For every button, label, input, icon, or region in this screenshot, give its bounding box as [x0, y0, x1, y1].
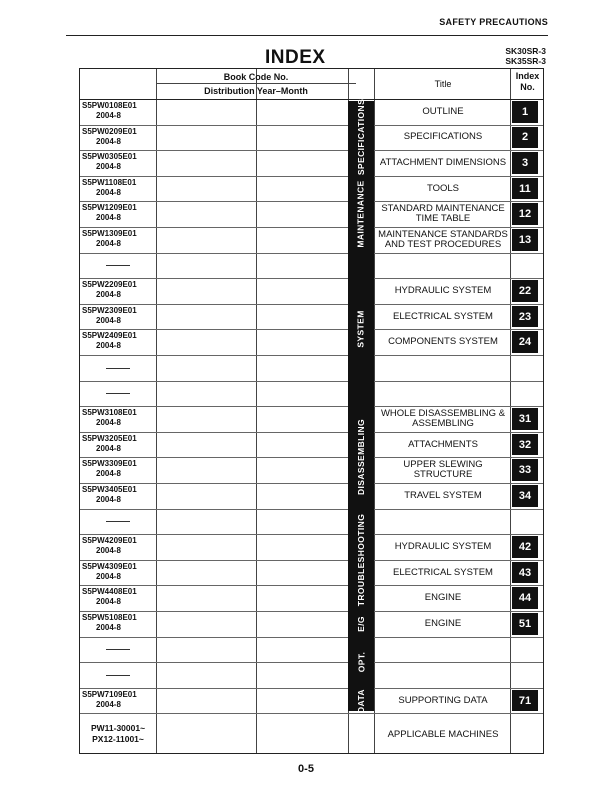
category-label-text: OPT.	[356, 651, 366, 673]
book-code	[82, 408, 156, 428]
book-code-number: S5PW7109E01	[82, 689, 137, 699]
book-code	[82, 562, 156, 582]
index-number: 22	[512, 280, 538, 302]
empty-dash	[106, 368, 130, 369]
page-title: INDEX	[265, 47, 326, 68]
book-code	[82, 178, 156, 198]
index-number: 32	[512, 434, 538, 456]
category-label-text: DISASSEMBLING	[356, 419, 367, 496]
book-code	[82, 331, 156, 351]
book-code	[82, 459, 156, 479]
index-number: 31	[512, 408, 538, 430]
book-code	[82, 229, 156, 249]
index-number: 13	[512, 229, 538, 251]
distribution-date: 2004-8	[96, 290, 121, 300]
index-number: 23	[512, 306, 538, 328]
book-code	[82, 152, 156, 172]
index-number: 12	[512, 203, 538, 225]
book-code-number: S5PW4209E01	[82, 536, 137, 546]
category-label	[348, 253, 374, 407]
category-label	[348, 637, 374, 688]
page-number: 0-5	[298, 763, 314, 775]
empty-dash	[106, 265, 130, 266]
column-divider	[510, 69, 511, 753]
section-title[interactable]: UPPER SLEWING STRUCTURE	[403, 459, 483, 481]
section-title[interactable]: HYDRAULIC SYSTEM	[394, 284, 492, 296]
section-title[interactable]: TOOLS	[426, 182, 460, 194]
distribution-date: 2004-8	[96, 213, 121, 223]
book-code-number: S5PW3205E01	[82, 433, 137, 443]
index-number: 34	[512, 485, 538, 507]
category-label	[348, 99, 374, 176]
index-number: 11	[512, 178, 538, 200]
index-number: 3	[512, 152, 538, 174]
book-code-number: S5PW3108E01	[82, 408, 137, 418]
applicable-machines-title: APPLICABLE MACHINES	[387, 729, 499, 741]
book-code-number: S5PW3405E01	[82, 485, 137, 494]
section-title[interactable]: STANDARD MAINTENANCE TIME TABLE	[381, 203, 505, 225]
category-label-text: DATA	[355, 688, 366, 713]
header-index-line2: No.	[520, 82, 535, 92]
distribution-date: 2004-8	[96, 546, 121, 556]
section-title[interactable]: ELECTRICAL SYSTEM	[393, 310, 493, 322]
section-title[interactable]: WHOLE DISASSEMBLING & ASSEMBLING	[380, 407, 506, 429]
section-title[interactable]: SPECIFICATIONS	[403, 131, 483, 143]
distribution-date: 2004-8	[96, 571, 121, 581]
distribution-date: 2004-8	[96, 187, 121, 197]
column-divider	[256, 69, 257, 753]
book-code	[82, 203, 156, 223]
header-index-line1: Index	[515, 71, 540, 81]
book-code-number: S5PW4408E01	[82, 587, 137, 597]
distribution-date: 2004-8	[96, 136, 121, 146]
distribution-date: 2004-8	[96, 469, 121, 479]
book-code	[82, 587, 156, 607]
header-book-code: Book Code No.	[223, 72, 289, 82]
book-code	[82, 127, 156, 147]
row-divider	[80, 381, 543, 382]
index-number: 71	[512, 690, 538, 712]
empty-dash	[106, 521, 130, 522]
distribution-date: 2004-8	[96, 418, 121, 428]
distribution-date: 2004-8	[96, 341, 121, 351]
book-code-number: S5PW2209E01	[82, 280, 137, 290]
section-title[interactable]: MAINTENANCE STANDARDS AND TEST PROCEDURES	[378, 228, 508, 250]
section-title[interactable]: HYDRAULIC SYSTEM	[394, 540, 492, 552]
empty-dash	[106, 393, 130, 394]
book-code-number: S5PW3309E01	[82, 459, 137, 469]
section-title[interactable]: COMPONENTS SYSTEM	[388, 336, 498, 348]
book-code	[82, 536, 156, 556]
index-number: 2	[512, 127, 538, 149]
section-title[interactable]: ENGINE	[424, 617, 462, 629]
index-number: 51	[512, 613, 538, 635]
book-code-number: S5PW1309E01	[82, 229, 137, 238]
book-code	[82, 690, 156, 710]
section-title[interactable]: ELECTRICAL SYSTEM	[393, 566, 493, 578]
serial-range-1: PW11-30001~	[90, 723, 146, 734]
model-1: SK30SR-3	[505, 46, 546, 56]
index-number: 44	[512, 587, 538, 609]
index-number: 43	[512, 562, 538, 584]
category-label-text: SYSTEM	[356, 310, 367, 349]
section-title[interactable]: OUTLINE	[422, 105, 464, 117]
row-divider	[80, 637, 543, 638]
row-divider	[80, 509, 543, 510]
book-code-number: S5PW5108E01	[82, 613, 137, 622]
index-number: 1	[512, 101, 538, 123]
category-label-text: SPECIFICATIONS	[356, 99, 366, 176]
distribution-date: 2004-8	[96, 623, 121, 632]
header-distribution: Distribution Year–Month	[204, 86, 308, 96]
book-code-number: S5PW0305E01	[82, 152, 137, 162]
column-divider	[156, 69, 157, 753]
index-table	[79, 68, 544, 754]
model-list	[505, 46, 546, 66]
section-title[interactable]: TRAVEL SYSTEM	[404, 489, 482, 501]
section-title[interactable]: ATTACHMENT DIMENSIONS	[379, 156, 507, 168]
book-code	[82, 280, 156, 300]
category-label	[348, 406, 374, 508]
distribution-date: 2004-8	[96, 443, 121, 453]
header-underline	[156, 83, 356, 84]
category-label	[348, 176, 374, 253]
model-2: SK35SR-3	[505, 56, 546, 66]
book-code-number: S5PW1209E01	[82, 203, 137, 213]
book-code	[82, 485, 156, 505]
empty-dash	[106, 649, 130, 650]
section-header: SAFETY PRECAUTIONS	[439, 17, 548, 27]
book-code-number: S5PW4309E01	[82, 561, 137, 571]
header-title: Title	[434, 79, 452, 89]
applicable-serials	[80, 723, 156, 745]
column-divider	[374, 69, 375, 753]
distribution-date: 2004-8	[96, 495, 121, 504]
distribution-date: 2004-8	[96, 111, 121, 120]
distribution-date: 2004-8	[96, 699, 121, 709]
distribution-date: 2004-8	[96, 597, 121, 607]
category-label-text: E/G	[356, 615, 366, 632]
index-number: 42	[512, 536, 538, 558]
book-code-number: S5PW1108E01	[82, 177, 137, 187]
book-code	[82, 101, 156, 121]
index-number: 24	[512, 331, 538, 353]
category-label-text: TROUBLESHOOTING	[356, 513, 367, 606]
book-code-number: S5PW0209E01	[82, 126, 137, 136]
category-label	[348, 509, 374, 611]
book-code-number: S5PW2309E01	[82, 305, 137, 315]
category-label-text: MAINTENANCE	[356, 180, 366, 248]
distribution-date: 2004-8	[96, 239, 121, 248]
empty-dash	[106, 675, 130, 676]
distribution-date: 2004-8	[96, 315, 121, 325]
index-number: 33	[512, 459, 538, 481]
section-title[interactable]: ENGINE	[424, 592, 462, 604]
category-label	[348, 688, 374, 714]
serial-range-2: PX12-11001~	[92, 734, 144, 745]
section-title[interactable]: ATTACHMENTS	[408, 438, 478, 450]
book-code-number: S5PW0108E01	[82, 101, 137, 110]
category-label	[348, 611, 374, 637]
distribution-date: 2004-8	[96, 162, 121, 172]
book-code	[82, 613, 156, 633]
section-title[interactable]: SUPPORTING DATA	[398, 694, 488, 706]
row-divider	[80, 253, 543, 254]
book-code	[82, 434, 156, 454]
row-divider	[80, 662, 543, 663]
book-code-number: S5PW2409E01	[82, 331, 137, 341]
row-divider	[80, 355, 543, 356]
header-rule	[66, 35, 548, 36]
book-code	[82, 306, 156, 326]
header-index-no	[510, 71, 545, 93]
